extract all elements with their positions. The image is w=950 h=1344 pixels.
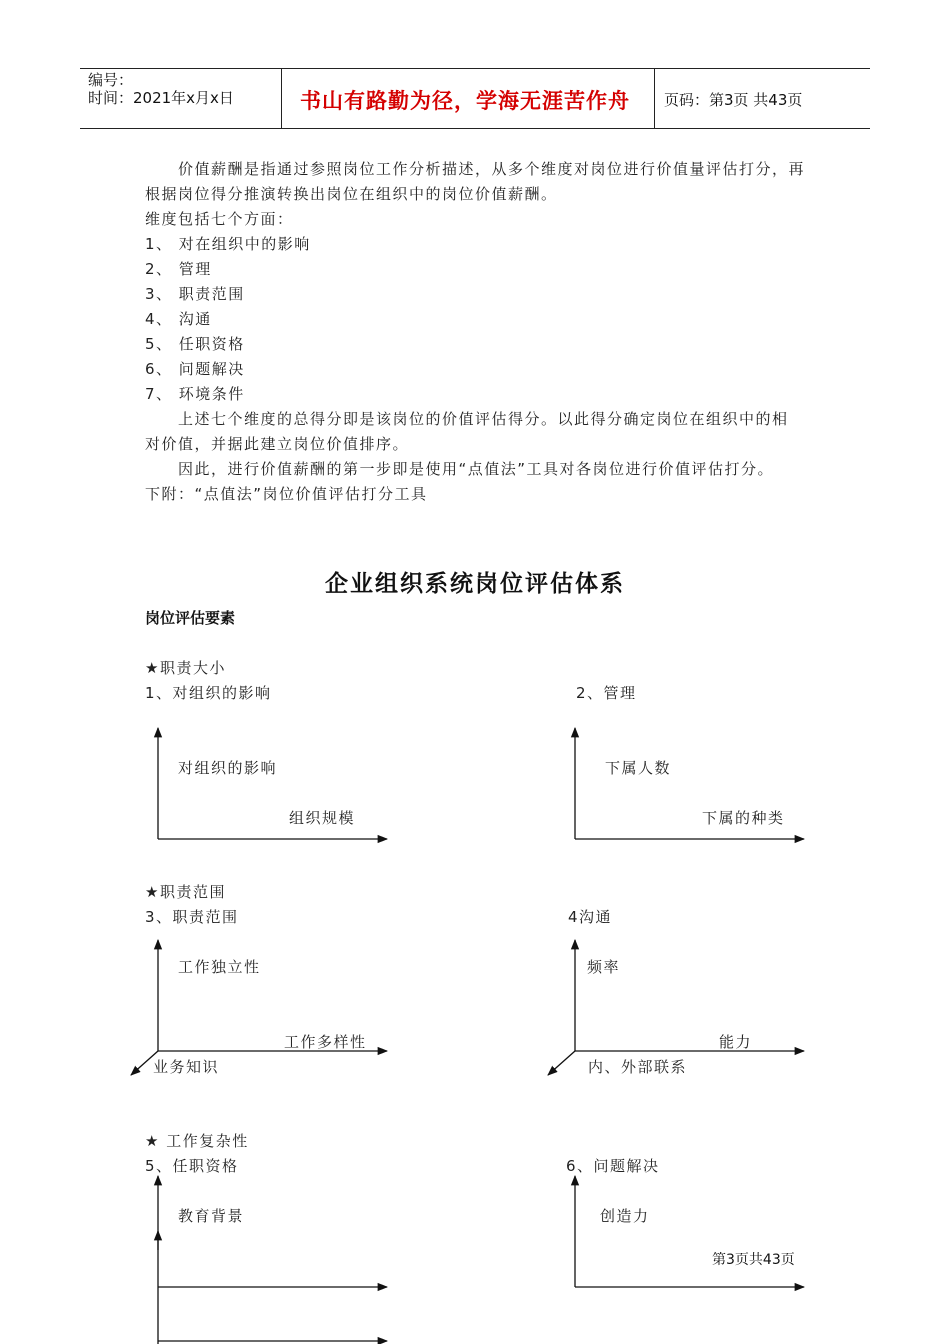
section-title: 企业组织系统岗位评估体系 <box>325 571 625 597</box>
paragraph-2-line-1: 上述七个维度的总得分即是该岗位的价值评估得分。以此得分确定岗位在组织中的相 <box>178 410 789 428</box>
dimension-item-7: 7、 环境条件 <box>145 385 245 403</box>
diagram-2-y-label: 下属人数 <box>605 759 672 777</box>
dimension-item-3: 3、 职责范围 <box>145 285 245 303</box>
diagram-3-heading: 3、职责范围 <box>145 908 239 926</box>
header-code-label: 编号： <box>88 71 134 89</box>
diagram-1-axes <box>158 728 387 839</box>
diagram-4-x-label: 能力 <box>719 1033 753 1051</box>
diagram-3-z-axis <box>131 1051 158 1075</box>
paragraph-3-line-1: 因此，进行价值薪酬的第一步即是使用“点值法”工具对各岗位进行价值评估打分。 <box>178 460 775 478</box>
diagram-3-z-label: 业务知识 <box>153 1058 220 1076</box>
paragraph-3-line-2: 下附：“点值法”岗位价值评估打分工具 <box>145 485 428 503</box>
diagram-5-axes <box>158 1176 387 1344</box>
diagram-1-heading: 1、对组织的影响 <box>145 684 272 702</box>
dimension-item-6: 6、 问题解决 <box>145 360 245 378</box>
section-subtitle: 岗位评估要素 <box>145 609 236 627</box>
paragraph-2-line-2: 对价值，并据此建立岗位价值排序。 <box>145 435 410 453</box>
diagram-5-y-label: 教育背景 <box>178 1207 245 1225</box>
header-page-label: 页码：第3页 共43页 <box>664 91 803 109</box>
diagram-6-heading: 6、问题解决 <box>566 1157 660 1175</box>
diagram-2-x-label: 下属的种类 <box>702 809 785 827</box>
diagram-4-heading: 4沟通 <box>568 908 613 926</box>
dimension-item-2: 2、 管理 <box>145 260 212 278</box>
diagram-4-z-label: 内、外部联系 <box>588 1058 688 1076</box>
diagram-4-axes <box>548 940 804 1075</box>
diagram-5-heading: 5、任职资格 <box>145 1157 239 1175</box>
diagram-2-heading: 2、管理 <box>576 684 637 702</box>
group-heading-work-complexity: ★ 工作复杂性 <box>145 1132 249 1150</box>
diagram-3-y-label: 工作独立性 <box>178 958 261 976</box>
header-motto: 书山有路勤为径，学海无涯苦作舟 <box>300 89 630 113</box>
diagram-1-x-label: 组织规模 <box>289 809 356 827</box>
dimension-item-5: 5、 任职资格 <box>145 335 245 353</box>
diagram-4-z-axis <box>548 1051 575 1075</box>
diagram-6-axes <box>575 1176 804 1287</box>
dimension-item-1: 1、 对在组织中的影响 <box>145 235 311 253</box>
group-heading-responsibility-size: ★职责大小 <box>145 659 226 677</box>
diagram-2-axes <box>575 728 804 839</box>
diagram-1-y-label: 对组织的影响 <box>178 759 278 777</box>
footer-page-number: 第3页共43页 <box>712 1252 795 1268</box>
paragraph-1-line-1: 价值薪酬是指通过参照岗位工作分析描述，从多个维度对岗位进行价值量评估打分，再 <box>178 160 806 178</box>
group-heading-responsibility-scope: ★职责范围 <box>145 883 226 901</box>
diagram-6-y-label: 创造力 <box>600 1207 650 1225</box>
paragraph-1-line-2: 根据岗位得分推演转换出岗位在组织中的岗位价值薪酬。 <box>145 185 558 203</box>
dimensions-intro: 维度包括七个方面： <box>145 210 294 228</box>
header-date-label: 时间：2021年x月x日 <box>88 89 234 107</box>
dimension-item-4: 4、 沟通 <box>145 310 212 328</box>
diagram-3-axes <box>131 940 387 1075</box>
diagram-4-y-label: 频率 <box>587 958 621 976</box>
diagram-3-x-label: 工作多样性 <box>284 1033 367 1051</box>
